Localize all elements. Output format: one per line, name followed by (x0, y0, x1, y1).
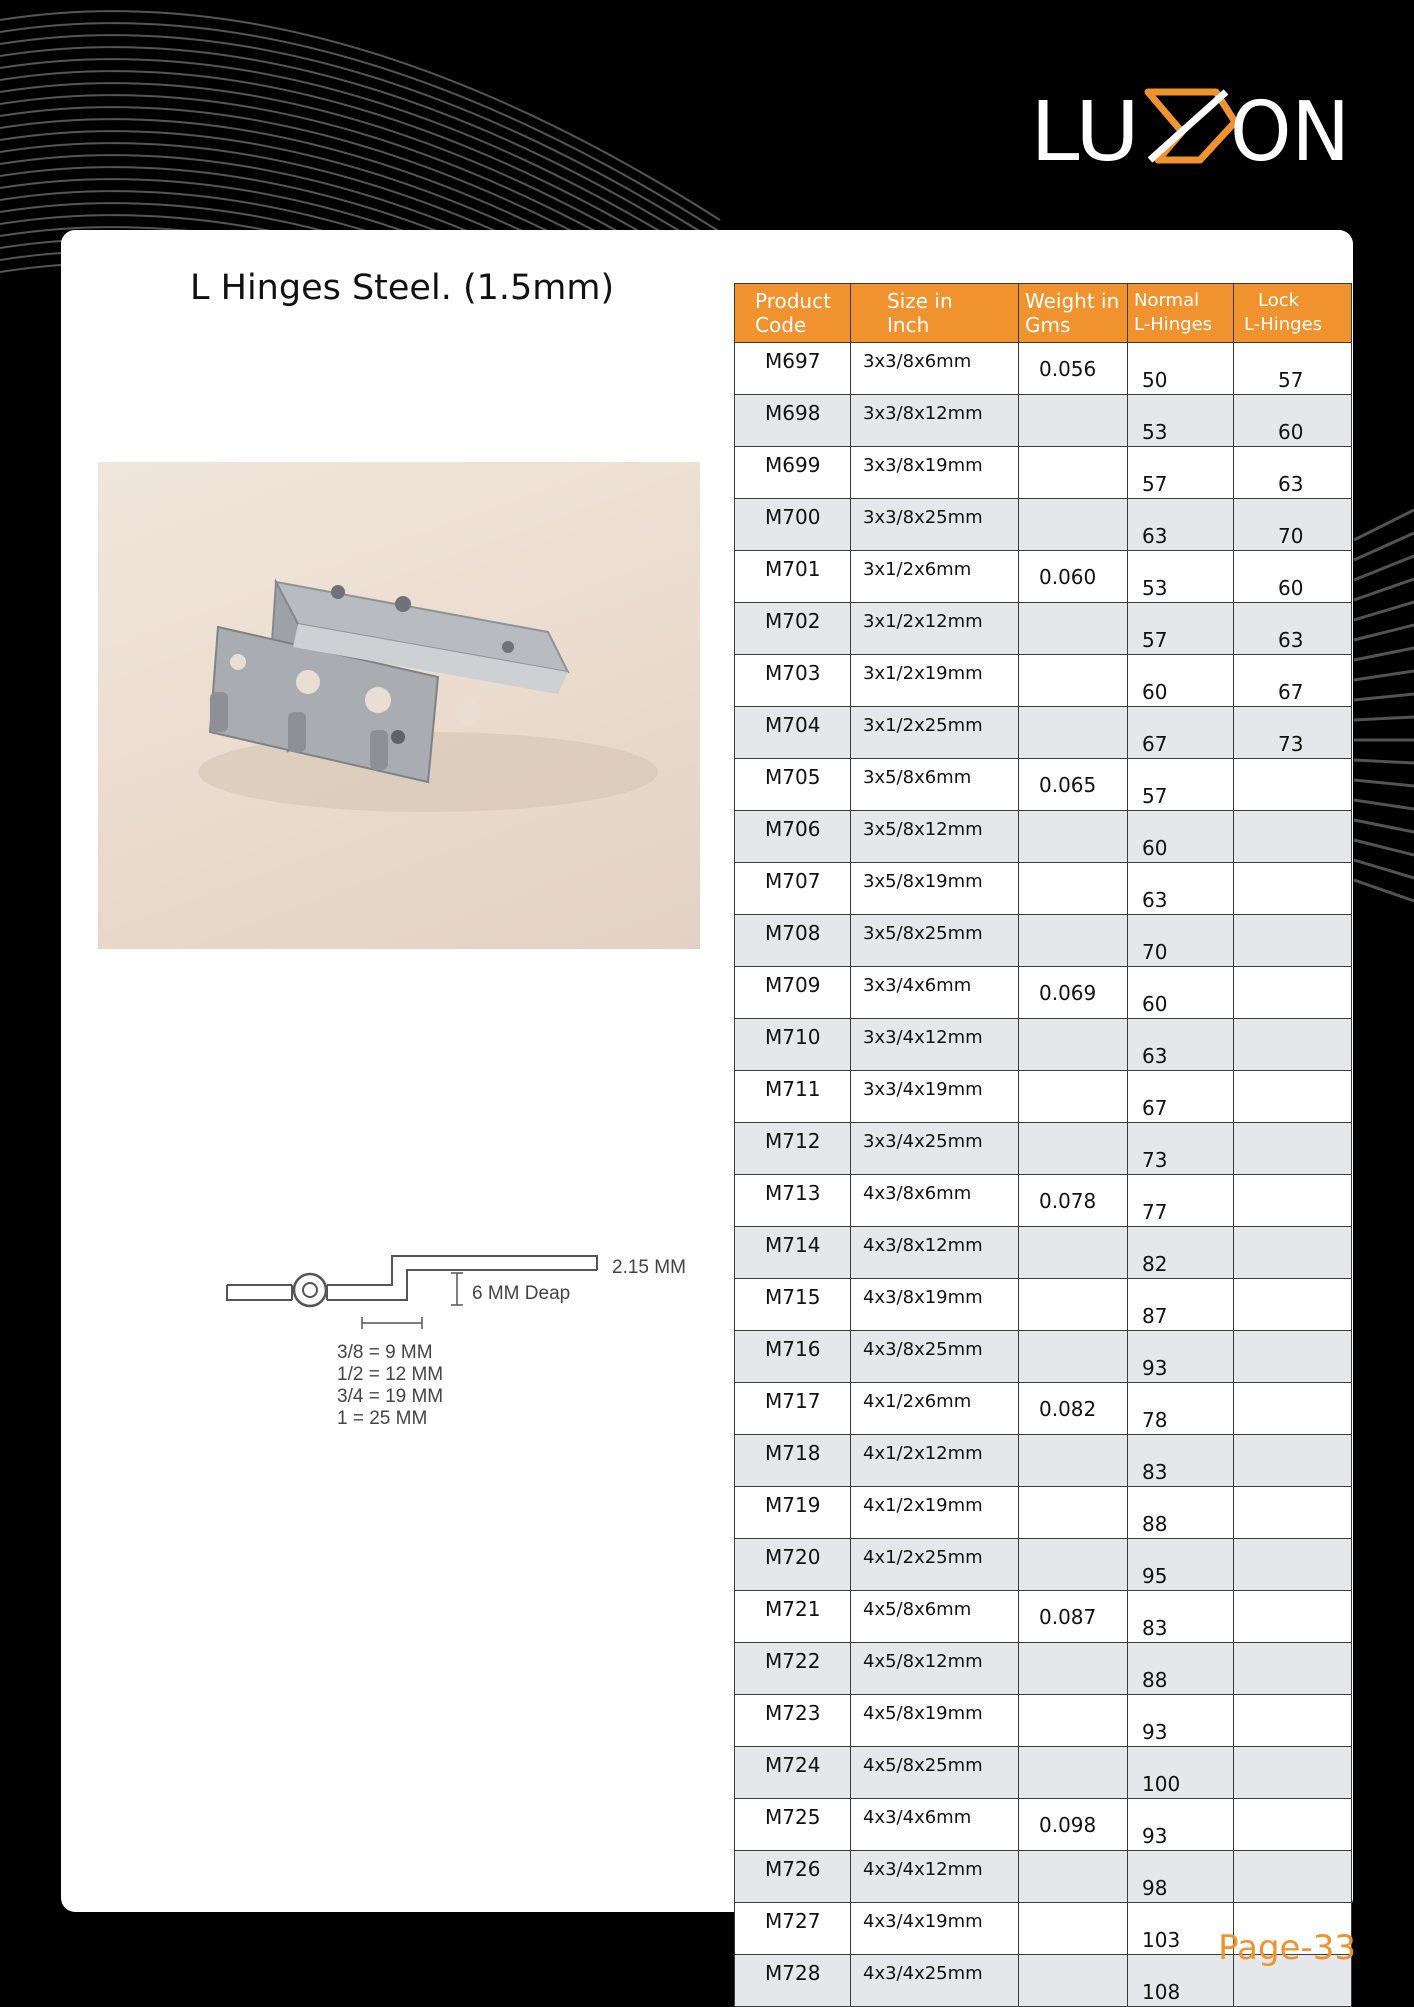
size-cell: 3x3/8x12mm (851, 395, 1019, 447)
table-row (735, 759, 1352, 811)
bg-wave-line (1354, 840, 1414, 855)
size-cell: 4x3/4x12mm (851, 1851, 1019, 1903)
lock-hinge-cell (1234, 759, 1352, 811)
lock-hinge-cell (1234, 915, 1352, 967)
product-code-cell: M708 (735, 915, 851, 967)
size-cell: 3x3/4x12mm (851, 1019, 1019, 1071)
table-body (735, 343, 1352, 2007)
product-code-cell: M702 (735, 603, 851, 655)
thickness-label: 2.15 MM (612, 1257, 686, 1278)
normal-hinge-cell: 100 (1128, 1747, 1234, 1799)
product-code-cell: M713 (735, 1175, 851, 1227)
product-code-cell: M703 (735, 655, 851, 707)
weight-cell (1019, 1331, 1128, 1383)
weight-cell (1019, 1227, 1128, 1279)
weight-cell (1019, 1487, 1128, 1539)
lock-hinge-cell (1234, 1279, 1352, 1331)
bg-wave-line (1354, 556, 1414, 580)
size-cell: 4x3/8x25mm (851, 1331, 1019, 1383)
product-code-cell: M722 (735, 1643, 851, 1695)
table-row (735, 1383, 1352, 1435)
header-normal: Normal L-Hinges (1128, 284, 1234, 343)
normal-hinge-cell: 77 (1128, 1175, 1234, 1227)
product-code-cell: M705 (735, 759, 851, 811)
hinge-illustration (98, 462, 700, 949)
product-code-cell: M726 (735, 1851, 851, 1903)
lock-hinge-cell: 67 (1234, 655, 1352, 707)
header-size: Size in Inch (851, 284, 1019, 343)
weight-cell (1019, 1539, 1128, 1591)
product-code-cell: M717 (735, 1383, 851, 1435)
size-cell: 3x3/8x25mm (851, 499, 1019, 551)
header-lock: Lock L-Hinges (1234, 284, 1352, 343)
weight-cell: 0.082 (1019, 1383, 1128, 1435)
weight-cell (1019, 1643, 1128, 1695)
size-cell: 4x1/2x19mm (851, 1487, 1019, 1539)
lock-hinge-cell: 60 (1234, 395, 1352, 447)
weight-cell: 0.087 (1019, 1591, 1128, 1643)
product-code-cell: M716 (735, 1331, 851, 1383)
normal-hinge-cell: 57 (1128, 603, 1234, 655)
weight-cell (1019, 811, 1128, 863)
svg-text:ON: ON (1230, 85, 1350, 172)
bg-wave-line (1354, 648, 1414, 660)
bg-wave-line (1354, 602, 1414, 620)
weight-cell (1019, 1851, 1128, 1903)
normal-hinge-cell: 83 (1128, 1435, 1234, 1487)
lock-hinge-cell (1234, 1539, 1352, 1591)
table-row (735, 1071, 1352, 1123)
lock-hinge-cell (1234, 1331, 1352, 1383)
table-row (735, 447, 1352, 499)
size-cell: 3x5/8x6mm (851, 759, 1019, 811)
product-code-cell: M700 (735, 499, 851, 551)
normal-hinge-cell: 53 (1128, 551, 1234, 603)
product-code-cell: M707 (735, 863, 851, 915)
conversion-line: 1 = 25 MM (337, 1408, 428, 1429)
product-code-cell: M727 (735, 1903, 851, 1955)
weight-cell (1019, 499, 1128, 551)
table-row (735, 1435, 1352, 1487)
table-row (735, 1851, 1352, 1903)
product-code-cell: M718 (735, 1435, 851, 1487)
table-row (735, 499, 1352, 551)
bg-wave-line (1354, 780, 1414, 786)
lock-hinge-cell (1234, 967, 1352, 1019)
weight-cell (1019, 1019, 1128, 1071)
lock-hinge-cell: 63 (1234, 603, 1352, 655)
size-cell: 4x5/8x6mm (851, 1591, 1019, 1643)
bg-wave-line (1354, 579, 1414, 600)
size-cell: 3x3/4x6mm (851, 967, 1019, 1019)
size-cell: 4x1/2x12mm (851, 1435, 1019, 1487)
table-row (735, 967, 1352, 1019)
product-code-cell: M711 (735, 1071, 851, 1123)
table-header-row (735, 284, 1352, 343)
size-cell: 4x1/2x25mm (851, 1539, 1019, 1591)
table-row (735, 1643, 1352, 1695)
product-code-cell: M715 (735, 1279, 851, 1331)
lock-hinge-cell (1234, 1227, 1352, 1279)
size-cell: 3x1/2x6mm (851, 551, 1019, 603)
normal-hinge-cell: 60 (1128, 811, 1234, 863)
normal-hinge-cell: 82 (1128, 1227, 1234, 1279)
bg-wave-line (0, 35, 720, 244)
bg-wave-line (1354, 694, 1414, 700)
product-code-cell: M714 (735, 1227, 851, 1279)
header-product-code: Product Code (735, 284, 851, 343)
weight-cell (1019, 603, 1128, 655)
lock-hinge-cell: 63 (1234, 447, 1352, 499)
size-cell: 4x5/8x25mm (851, 1747, 1019, 1799)
lock-hinge-cell: 70 (1234, 499, 1352, 551)
table-row (735, 603, 1352, 655)
weight-cell (1019, 915, 1128, 967)
bg-wave-line (1354, 880, 1414, 901)
product-code-cell: M701 (735, 551, 851, 603)
normal-hinge-cell: 53 (1128, 395, 1234, 447)
size-cell: 3x5/8x25mm (851, 915, 1019, 967)
product-photo (98, 462, 700, 949)
lock-hinge-cell (1234, 1487, 1352, 1539)
lock-hinge-cell: 73 (1234, 707, 1352, 759)
normal-hinge-cell: 93 (1128, 1799, 1234, 1851)
normal-hinge-cell: 95 (1128, 1539, 1234, 1591)
lock-hinge-cell (1234, 1019, 1352, 1071)
size-cell: 4x1/2x6mm (851, 1383, 1019, 1435)
table-row (735, 1487, 1352, 1539)
table-row (735, 1227, 1352, 1279)
size-cell: 3x3/4x25mm (851, 1123, 1019, 1175)
size-cell: 4x3/4x19mm (851, 1903, 1019, 1955)
weight-cell (1019, 1279, 1128, 1331)
table-row (735, 1123, 1352, 1175)
size-cell: 4x5/8x19mm (851, 1695, 1019, 1747)
bg-wave-line (0, 23, 720, 232)
product-code-cell: M697 (735, 343, 851, 395)
logo-x-mark (1030, 82, 1355, 172)
lock-hinge-cell (1234, 1591, 1352, 1643)
weight-cell (1019, 655, 1128, 707)
product-code-cell: M721 (735, 1591, 851, 1643)
header-weight: Weight in Gms (1019, 284, 1128, 343)
conversion-line: 1/2 = 12 MM (337, 1364, 444, 1385)
table-row (735, 1747, 1352, 1799)
product-code-cell: M728 (735, 1955, 851, 2007)
bg-wave-line (1354, 717, 1414, 720)
conversion-line: 3/8 = 9 MM (337, 1342, 433, 1363)
lock-hinge-cell (1234, 1851, 1352, 1903)
normal-hinge-cell: 57 (1128, 759, 1234, 811)
lock-hinge-cell (1234, 1071, 1352, 1123)
weight-cell (1019, 1435, 1128, 1487)
weight-cell (1019, 1955, 1128, 2007)
table-row (735, 1539, 1352, 1591)
table-row (735, 811, 1352, 863)
normal-hinge-cell: 83 (1128, 1591, 1234, 1643)
normal-hinge-cell: 98 (1128, 1851, 1234, 1903)
weight-cell (1019, 1747, 1128, 1799)
product-code-cell: M719 (735, 1487, 851, 1539)
normal-hinge-cell: 88 (1128, 1487, 1234, 1539)
product-code-cell: M699 (735, 447, 851, 499)
lock-hinge-cell: 57 (1234, 343, 1352, 395)
svg-text:LU: LU (1030, 85, 1140, 172)
weight-cell: 0.065 (1019, 759, 1128, 811)
size-cell: 3x5/8x12mm (851, 811, 1019, 863)
size-cell: 3x1/2x25mm (851, 707, 1019, 759)
product-code-cell: M706 (735, 811, 851, 863)
table-row (735, 863, 1352, 915)
table-row (735, 655, 1352, 707)
lock-hinge-cell (1234, 1175, 1352, 1227)
table-row (735, 1019, 1352, 1071)
normal-hinge-cell: 108 (1128, 1955, 1234, 2007)
normal-hinge-cell: 63 (1128, 1019, 1234, 1071)
lock-hinge-cell (1234, 1435, 1352, 1487)
size-cell: 3x5/8x19mm (851, 863, 1019, 915)
normal-hinge-cell: 78 (1128, 1383, 1234, 1435)
product-code-cell: M709 (735, 967, 851, 1019)
table-row (735, 707, 1352, 759)
weight-cell (1019, 447, 1128, 499)
table-row (735, 1331, 1352, 1383)
normal-hinge-cell: 67 (1128, 707, 1234, 759)
normal-hinge-cell: 57 (1128, 447, 1234, 499)
product-code-cell: M704 (735, 707, 851, 759)
size-cell: 3x3/8x6mm (851, 343, 1019, 395)
product-code-cell: M712 (735, 1123, 851, 1175)
table-row (735, 551, 1352, 603)
normal-hinge-cell: 50 (1128, 343, 1234, 395)
bg-wave-line (0, 47, 720, 256)
table-row (735, 1591, 1352, 1643)
product-code-cell: M725 (735, 1799, 851, 1851)
weight-cell (1019, 707, 1128, 759)
size-cell: 3x1/2x12mm (851, 603, 1019, 655)
cross-section-diagram (222, 1248, 702, 1448)
weight-cell: 0.056 (1019, 343, 1128, 395)
weight-cell (1019, 863, 1128, 915)
size-cell: 4x5/8x12mm (851, 1643, 1019, 1695)
lock-hinge-cell (1234, 863, 1352, 915)
product-code-cell: M724 (735, 1747, 851, 1799)
page-number: Page-33 (1218, 1928, 1356, 1968)
normal-hinge-cell: 70 (1128, 915, 1234, 967)
luxon-logo (1030, 82, 1355, 172)
normal-hinge-cell: 93 (1128, 1695, 1234, 1747)
bg-wave-line (1354, 625, 1414, 640)
depth-label: 6 MM Deap (472, 1283, 571, 1304)
lock-hinge-cell (1234, 1747, 1352, 1799)
normal-hinge-cell: 60 (1128, 655, 1234, 707)
bg-wave-line (1354, 860, 1414, 878)
table-row (735, 1695, 1352, 1747)
normal-hinge-cell: 67 (1128, 1071, 1234, 1123)
product-title: L Hinges Steel. (1.5mm) (190, 268, 615, 308)
product-code-cell: M710 (735, 1019, 851, 1071)
table-row (735, 1175, 1352, 1227)
bg-wave-line (1354, 671, 1414, 680)
size-cell: 3x3/8x19mm (851, 447, 1019, 499)
bg-wave-line (0, 11, 720, 220)
lock-hinge-cell (1234, 1383, 1352, 1435)
weight-cell (1019, 1123, 1128, 1175)
spec-table (734, 283, 1352, 2007)
size-cell: 3x1/2x19mm (851, 655, 1019, 707)
product-code-cell: M698 (735, 395, 851, 447)
size-cell: 4x3/8x19mm (851, 1279, 1019, 1331)
lock-hinge-cell (1234, 1695, 1352, 1747)
weight-cell: 0.069 (1019, 967, 1128, 1019)
table-row (735, 1279, 1352, 1331)
weight-cell (1019, 1695, 1128, 1747)
bg-wave-line (1354, 800, 1414, 809)
table-row (735, 1799, 1352, 1851)
normal-hinge-cell: 63 (1128, 863, 1234, 915)
normal-hinge-cell: 60 (1128, 967, 1234, 1019)
table-row (735, 915, 1352, 967)
product-code-cell: M720 (735, 1539, 851, 1591)
normal-hinge-cell: 63 (1128, 499, 1234, 551)
weight-cell (1019, 1903, 1128, 1955)
weight-cell: 0.098 (1019, 1799, 1128, 1851)
table-row (735, 343, 1352, 395)
bg-wave-line (1354, 760, 1414, 763)
conversion-line: 3/4 = 19 MM (337, 1386, 444, 1407)
weight-cell: 0.078 (1019, 1175, 1128, 1227)
size-cell: 4x3/8x6mm (851, 1175, 1019, 1227)
normal-hinge-cell: 103 (1128, 1903, 1234, 1955)
bg-wave-line (1354, 820, 1414, 832)
lock-hinge-cell (1234, 1799, 1352, 1851)
weight-cell (1019, 395, 1128, 447)
size-cell: 4x3/4x6mm (851, 1799, 1019, 1851)
size-cell: 3x3/4x19mm (851, 1071, 1019, 1123)
normal-hinge-cell: 88 (1128, 1643, 1234, 1695)
lock-hinge-cell: 60 (1234, 551, 1352, 603)
lock-hinge-cell (1234, 811, 1352, 863)
size-cell: 4x3/4x25mm (851, 1955, 1019, 2007)
lock-hinge-cell (1234, 1643, 1352, 1695)
weight-cell (1019, 1071, 1128, 1123)
table-row (735, 395, 1352, 447)
size-cell: 4x3/8x12mm (851, 1227, 1019, 1279)
normal-hinge-cell: 73 (1128, 1123, 1234, 1175)
product-code-cell: M723 (735, 1695, 851, 1747)
weight-cell: 0.060 (1019, 551, 1128, 603)
normal-hinge-cell: 87 (1128, 1279, 1234, 1331)
normal-hinge-cell: 93 (1128, 1331, 1234, 1383)
lock-hinge-cell (1234, 1123, 1352, 1175)
